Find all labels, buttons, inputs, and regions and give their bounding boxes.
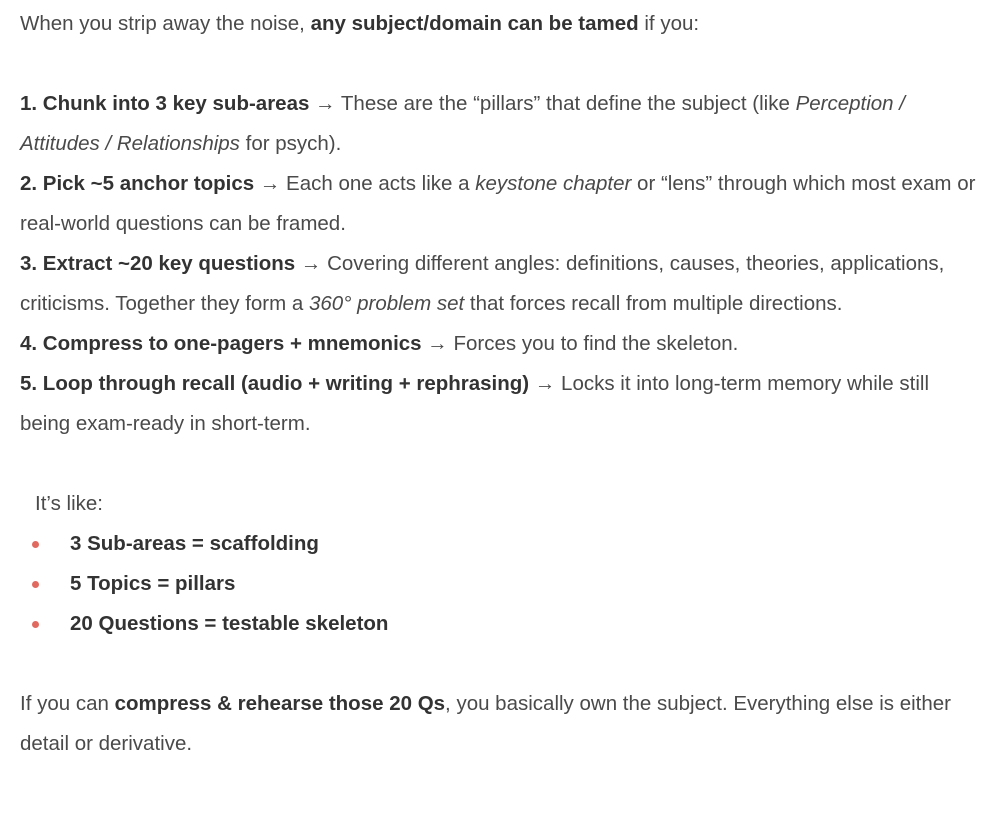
step-item [20,364,978,444]
bullet-dot-icon [32,581,39,588]
step-text: Covering different angles: definitions, causes, theories, applications, criticisms. Together they form a [20,252,945,315]
intro-paragraph [20,4,978,44]
arrow-icon: → [529,372,562,395]
step-item [20,164,978,244]
spacer [20,444,978,484]
step-italic: Perception / Attitudes / Relationships [20,92,905,155]
step-text: for psych). [239,132,342,155]
list-item [20,524,978,564]
conclusion-text-post: , you basically own the subject. Everything else is either detail or derivative. [20,692,951,755]
step-italic: keystone chapter [475,172,632,195]
arrow-icon: → [421,332,454,355]
bullet-dot-icon [32,541,39,548]
step-text: or “lens” through which most exam or real-world questions can be framed. [20,172,976,235]
step-item [20,84,978,164]
intro-text-post: if you: [638,12,700,35]
intro-text-pre: When you strip away the noise, [20,12,311,35]
arrow-icon: → [295,252,328,275]
like-intro: It’s like: [35,492,103,515]
intro-text-bold: any subject/domain can be tamed [310,12,639,35]
conclusion-text-pre: If you can [20,692,115,715]
spacer [20,44,978,84]
step-italic: 360° problem set [309,292,465,315]
conclusion-paragraph [20,684,978,764]
analogy-list [20,524,978,644]
list-item [20,564,978,604]
step-title: 2. Pick ~5 anchor topics [20,172,255,195]
arrow-icon: → [254,172,287,195]
list-item-text: 5 Topics = pillars [70,572,236,595]
step-title: 4. Compress to one-pagers + mnemonics [20,332,422,355]
step-text: that forces recall from multiple directions. [464,292,843,315]
spacer [20,644,978,684]
step-item [20,244,978,324]
step-item [20,324,978,364]
bullet-dot-icon [32,621,39,628]
list-item-text: 3 Sub-areas = scaffolding [70,532,319,555]
list-item-text: 20 Questions = testable skeleton [70,612,389,635]
step-title: 5. Loop through recall (audio + writing + rephrasing) [20,372,530,395]
step-text: Locks it into long-term memory while still being exam-ready in short-term. [20,372,930,435]
list-item [20,604,978,644]
steps-list [20,84,978,444]
step-text: These are the “pillars” that define the subject (like [340,92,796,115]
step-text: Forces you to find the skeleton. [453,332,739,355]
step-text: Each one acts like a [286,172,476,195]
conclusion-text-bold: compress & rehearse those 20 Qs [114,692,446,715]
arrow-icon: → [309,92,341,115]
step-title: 1. Chunk into 3 key sub-areas [20,92,310,115]
step-title: 3. Extract ~20 key questions [20,252,296,275]
